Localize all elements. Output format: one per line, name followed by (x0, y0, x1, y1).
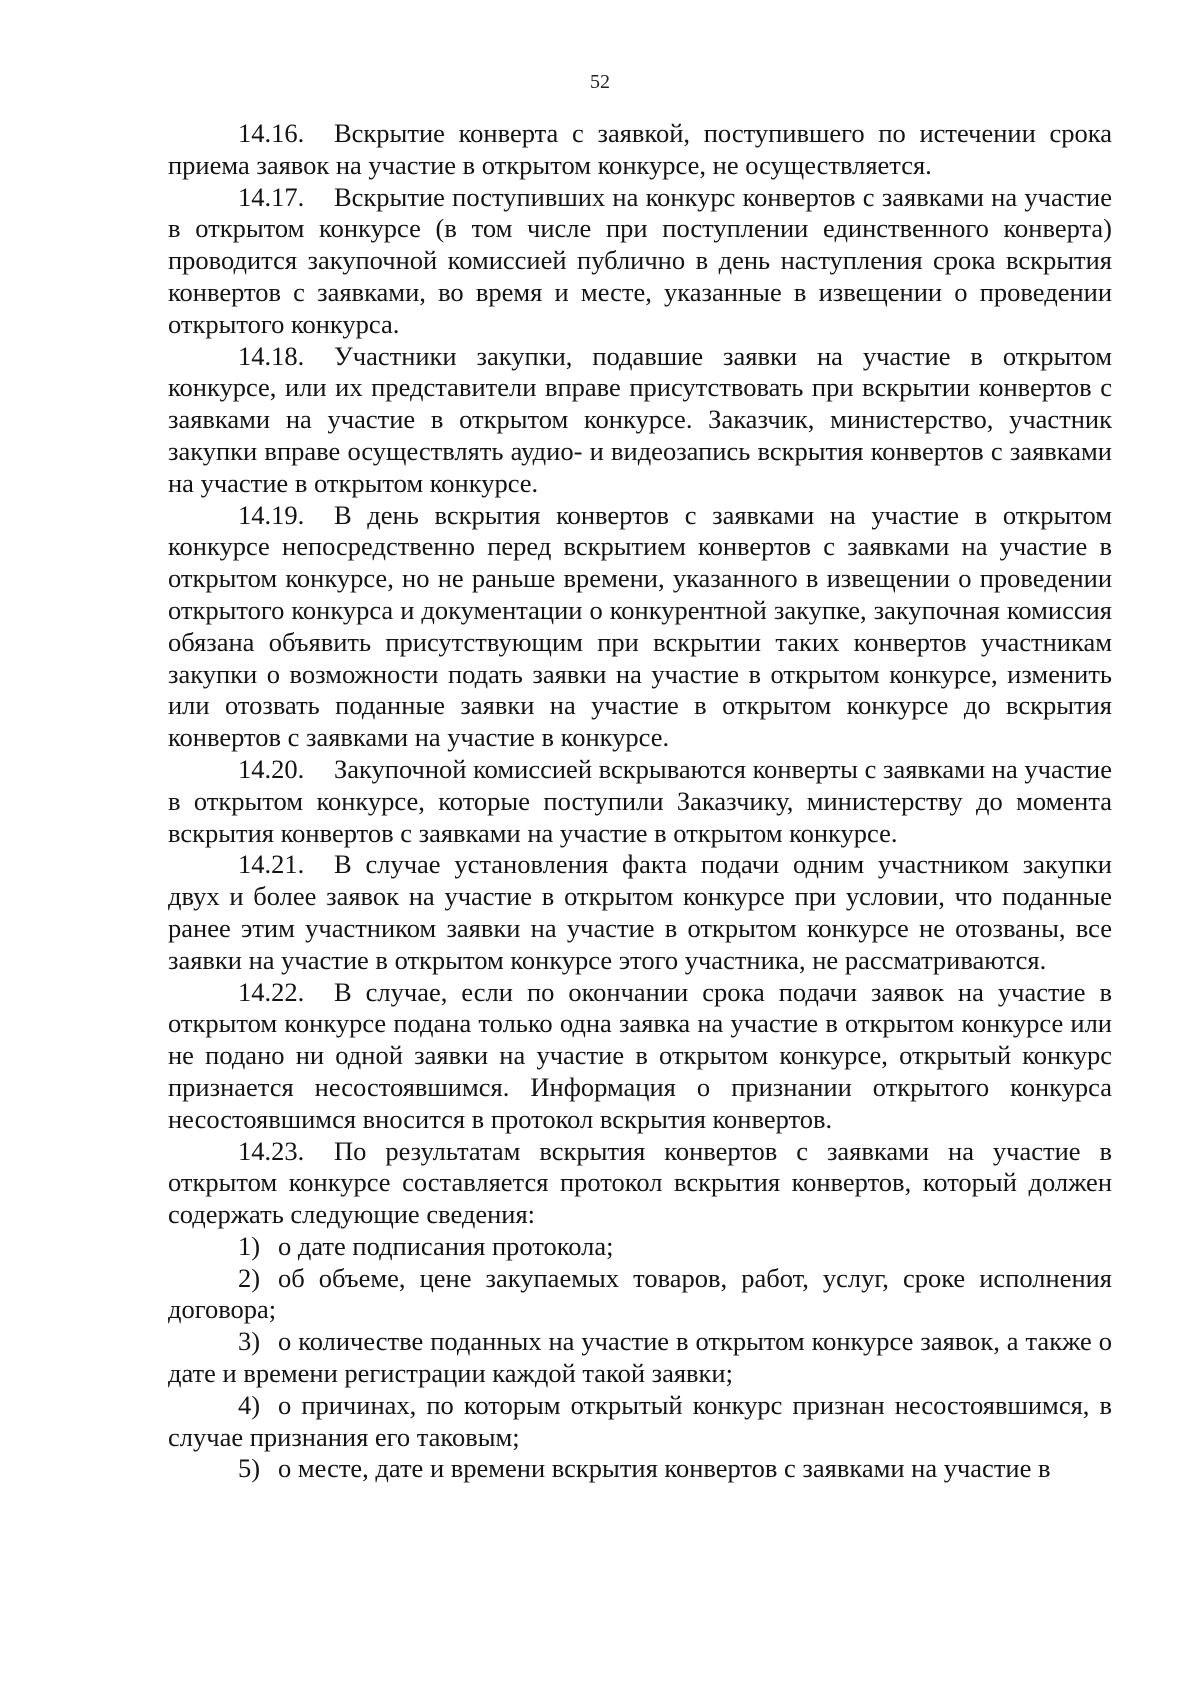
page-number: 52 (590, 71, 610, 93)
clause-text: Закупочной комиссией вскрываются конверты с заявками на участие в открытом конкурсе, которые поступили Заказчику, министерству до момента вскрытия конвертов с заявками на участие в открытом конкурсе. (168, 753, 1112, 848)
clause-text: Вскрытие конверта с заявкой, поступившего по истечении срока приема заявок на участие в открытом конкурсе, не осуществляется. (168, 118, 1112, 180)
clause-number: 14.18. (238, 340, 305, 371)
list-item-number: 1) (238, 1230, 261, 1261)
list-item-4 (168, 1390, 1112, 1454)
list-item-3 (168, 1326, 1112, 1390)
clause-14-19 (168, 500, 1112, 754)
clause-14-21 (168, 849, 1112, 976)
clause-14-20 (168, 754, 1112, 849)
clause-number: 14.19. (238, 499, 305, 530)
clause-text: Вскрытие поступивших на конкурс конвертов с заявками на участие в открытом конкурсе (в том числе при поступлении единственного конверта) проводится закупочной комиссией публично в день наступления срока вскрытия конвертов с заявками, во время и месте, указанные в извещении о проведении открытого конкурса. (168, 181, 1112, 339)
list-item-1 (168, 1231, 1112, 1263)
list-item-number: 4) (238, 1389, 261, 1420)
clause-number: 14.23. (238, 1135, 305, 1166)
clause-number: 14.17. (238, 181, 305, 212)
list-item-text: о месте, дате и времени вскрытия конвертов с заявками на участие в (278, 1453, 1051, 1484)
clause-text: В случае, если по окончании срока подачи заявок на участие в открытом конкурсе подана только одна заявка на участие в открытом конкурсе или не подано ни одной заявки на участие в открытом конкурсе, открытый конкурс признается несостоявшимся. Информация о признании открытого конкурса несостоявшимся вносится в протокол вскрытия конвертов. (168, 976, 1112, 1134)
list-item-2 (168, 1263, 1112, 1327)
clause-14-18 (168, 341, 1112, 500)
list-item-text: о количестве поданных на участие в открытом конкурсе заявок, а также о дате и времени регистрации каждой такой заявки; (168, 1326, 1112, 1389)
list-item-5 (168, 1453, 1112, 1485)
clause-number: 14.22. (238, 976, 305, 1007)
clause-14-22 (168, 977, 1112, 1136)
clause-text: В день вскрытия конвертов с заявками на участие в открытом конкурсе непосредственно перед вскрытием конвертов с заявками на участие в открытом конкурсе, но не раньше времени, указанного в извещении о проведении открытого конкурса и документации о конкурентной закупке, закупочная комиссия обязана объявить присутствующим при вскрытии таких конвертов участникам закупки о возможности подать заявки на участие в открытом конкурсе, изменить или отозвать поданные заявки на участие в открытом конкурсе до вскрытия конвертов с заявками на участие в конкурсе. (168, 499, 1112, 753)
clause-text: В случае установления факта подачи одним участником закупки двух и более заявок на участие в открытом конкурсе при условии, что поданные ранее этим участником заявки на участие в открытом конкурсе не отозваны, все заявки на участие в открытом конкурсе этого участника, не рассматриваются. (168, 849, 1112, 975)
clause-text: По результатам вскрытия конвертов с заявками на участие в открытом конкурсе составляется протокол вскрытия конвертов, который должен содержать следующие сведения: (168, 1135, 1112, 1230)
clause-number: 14.20. (238, 753, 305, 784)
clause-14-23 (168, 1136, 1112, 1231)
clause-number: 14.21. (238, 849, 305, 880)
clause-14-16 (168, 118, 1112, 182)
list-item-number: 2) (238, 1262, 261, 1293)
clause-number: 14.16. (238, 118, 305, 148)
list-item-text: о дате подписания протокола; (278, 1230, 614, 1261)
list-item-number: 5) (238, 1453, 261, 1484)
list-item-text: об объеме, цене закупаемых товаров, работ, услуг, сроке исполнения договора; (168, 1262, 1112, 1325)
clause-text: Участники закупки, подавшие заявки на участие в открытом конкурсе, или их представители вправе присутствовать при вскрытии конвертов с заявками на участие в открытом конкурсе. Заказчик, министерство, участник закупки вправе осуществлять аудио- и видеозапись вскрытия конвертов с заявками на участие в открытом конкурсе. (168, 340, 1112, 498)
list-item-text: о причинах, по которым открытый конкурс признан несостоявшимся, в случае признания его таковым; (168, 1389, 1112, 1452)
clause-14-17 (168, 182, 1112, 341)
document-body (168, 118, 1112, 1485)
list-item-number: 3) (238, 1326, 261, 1357)
